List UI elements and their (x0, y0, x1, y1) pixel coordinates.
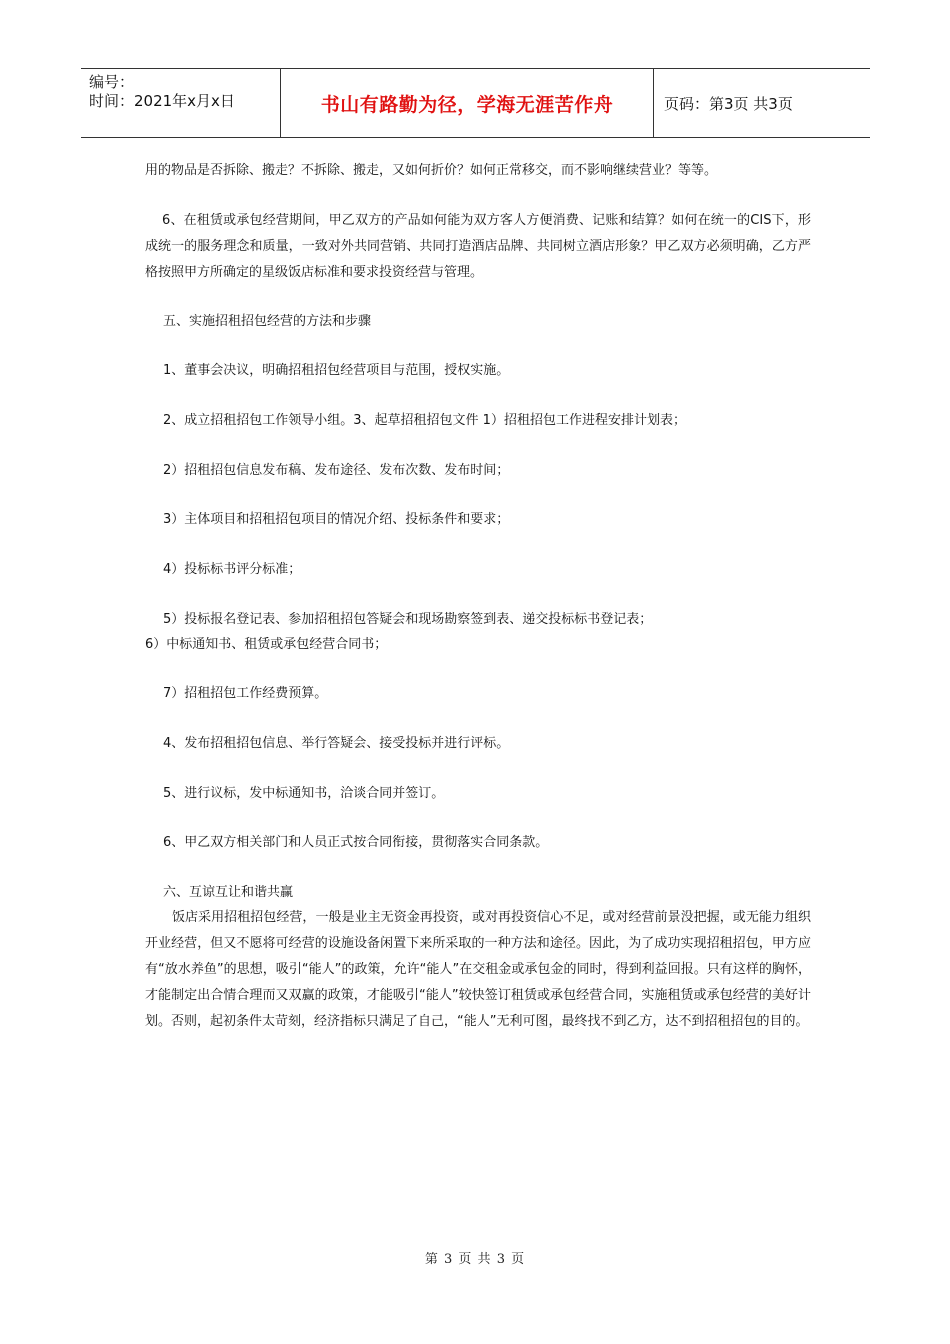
step-6: 6、甲乙双方相关部门和人员正式按合同衔接，贯彻落实合同条款。 (163, 835, 549, 850)
number-label: 编号： (89, 73, 135, 91)
step-1: 1、董事会决议，明确招租招包经营项目与范围，授权实施。 (163, 363, 510, 378)
step-5: 5、进行议标，发中标通知书，洽谈合同并签订。 (163, 786, 445, 801)
document-header (81, 68, 870, 138)
time-label: 时间：2021年x月x日 (89, 92, 235, 110)
substep-3: 3）主体项目和招租招包项目的情况介绍、投标条件和要求； (163, 512, 510, 527)
section-heading-6: 六、互谅互让和谐共赢 (163, 885, 294, 900)
header-page-info: 页码：第3页 共3页 (664, 94, 793, 113)
step-2: 2、成立招租招包工作领导小组。3、起草招租招包文件 1）招租招包工作进程安排计划表； (163, 413, 686, 428)
section-6-paragraph: 饭店采用招租招包经营，一般是业主无资金再投资，或对再投资信心不足，或对经营前景没把握，或无能力组织开业经营，但又不愿将可经营的设施设备闲置下来所采取的一种方法和途径。因此，为了成功实现招租招包，甲方应有“放水养鱼”的思想，吸引“能人”的政策，允许“能人”在交租金或承包金的同时，得到利益回报。只有这样的胸怀，才能制定出合情合理而又双赢的政策，才能吸引“能人”较快签订租赁或承包经营合同，实施租赁或承包经营的美好计划。否则，起初条件太苛刻，经济指标只满足了自己，“能人”无利可图，最终找不到乙方，达不到招租招包的目的。 (145, 910, 811, 1029)
substep-4: 4）投标标书评分标准； (163, 562, 302, 577)
continued-paragraph: 用的物品是否拆除、搬走？不拆除、搬走，又如何折价？如何正常移交，而不影响继续营业？等等。 (145, 163, 718, 178)
paragraph-item-6: 6、在租赁或承包经营期间，甲乙双方的产品如何能为双方客人方便消费、记账和结算？如何在统一的CIS下，形成统一的服务理念和质量，一致对外共同营销、共同打造酒店品牌、共同树立酒店形象？甲乙双方必须明确，乙方严格按照甲方所确定的星级饭店标准和要求投资经营与管理。 (145, 213, 811, 280)
header-meta (81, 69, 281, 137)
substep-7: 7）招租招包工作经费预算。 (163, 686, 328, 701)
substep-5: 5）投标报名登记表、参加招租招包答疑会和现场勘察签到表、递交投标标书登记表； (163, 612, 653, 627)
substep-2: 2）招租招包信息发布稿、发布途径、发布次数、发布时间； (163, 463, 510, 478)
page-footer: 第 3 页 共 3 页 (424, 1252, 526, 1267)
step-4: 4、发布招租招包信息、举行答疑会、接受投标并进行评标。 (163, 736, 510, 751)
substep-6: 6）中标通知书、租赁或承包经营合同书； (145, 637, 388, 652)
header-motto: 书山有路勤为径，学海无涯苦作舟 (281, 69, 654, 137)
section-heading-5: 五、实施招租招包经营的方法和步骤 (163, 314, 372, 329)
